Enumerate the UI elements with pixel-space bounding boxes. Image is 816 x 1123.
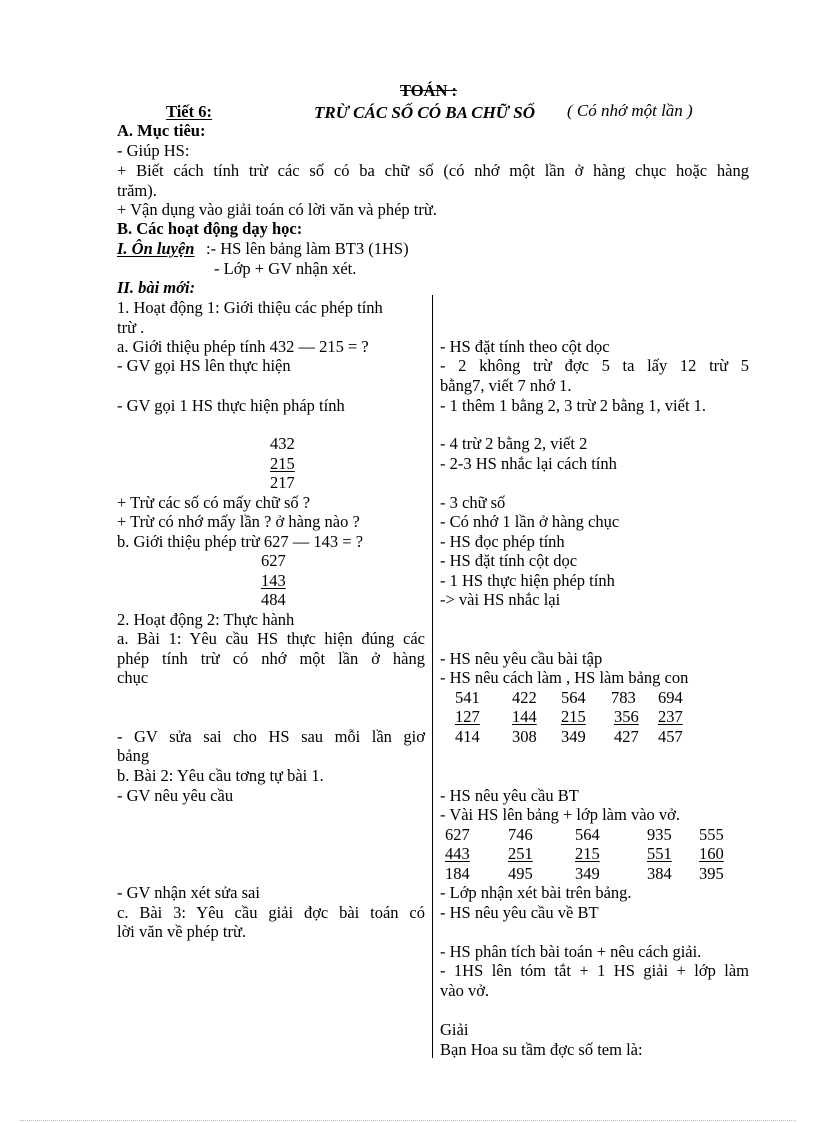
objective-line: trăm). bbox=[117, 181, 157, 200]
teacher-step: 1. Hoạt động 1: Giới thiệu các phép tính bbox=[117, 298, 383, 317]
lesson-number: Tiết 6: bbox=[166, 102, 212, 121]
teacher-step: - GV gọi 1 HS thực hiện pháp tính bbox=[117, 396, 345, 415]
bai1-calc-1-minuend: 541 bbox=[455, 688, 480, 707]
bai2-calc-4-result: 384 bbox=[647, 864, 672, 883]
teacher-step: trừ . bbox=[117, 318, 145, 337]
student-step: - 4 trừ 2 bằng 2, viết 2 bbox=[440, 434, 588, 453]
teacher-step: bảng bbox=[117, 746, 150, 765]
bai1-calc-4-minuend: 783 bbox=[611, 688, 636, 707]
student-step: - HS phân tích bài toán + nêu cách giải. bbox=[440, 942, 702, 961]
teacher-step: + Trừ có nhớ mấy lần ? ở hàng nào ? bbox=[117, 512, 360, 531]
bai1-calc-1-subtrahend: 127 bbox=[455, 707, 480, 726]
student-step: - HS đặt tính theo cột dọc bbox=[440, 337, 610, 356]
bai1-calc-3-minuend: 564 bbox=[561, 688, 586, 707]
bai2-calc-1-result: 184 bbox=[445, 864, 470, 883]
student-step: - Vài HS lên bảng + lớp làm vào vở. bbox=[440, 805, 680, 824]
bai2-calc-1-subtrahend: 443 bbox=[445, 844, 470, 863]
bai2-calc-3-minuend: 564 bbox=[575, 825, 600, 844]
calc2-minuend: 627 bbox=[261, 551, 286, 570]
teacher-step: - GV nêu yêu cầu bbox=[117, 786, 234, 805]
student-step: - HS đặt tính cột dọc bbox=[440, 551, 578, 570]
student-step: - 3 chữ số bbox=[440, 493, 506, 512]
solution-heading: Giải bbox=[440, 1020, 469, 1039]
lesson-title: TRỪ CÁC SỐ CÓ BA CHỮ SỐ bbox=[314, 103, 535, 122]
student-step: - Có nhớ 1 lần ở hàng chục bbox=[440, 512, 620, 531]
section-b-heading: B. Các hoạt động dạy học: bbox=[117, 219, 303, 238]
bai1-calc-3-subtrahend: 215 bbox=[561, 707, 586, 726]
teacher-step: b. Giới thiệu phép trừ 627 — 143 = ? bbox=[117, 532, 364, 551]
page-bottom-rule bbox=[20, 1120, 796, 1121]
teacher-step: - GV nhận xét sửa sai bbox=[117, 883, 260, 902]
review-label: I. Ôn luyện bbox=[117, 239, 195, 258]
column-divider bbox=[432, 295, 433, 1058]
bai1-calc-4-subtrahend: 356 bbox=[614, 707, 639, 726]
bai2-calc-3-result: 349 bbox=[575, 864, 600, 883]
bai1-calc-5-minuend: 694 bbox=[658, 688, 683, 707]
bai1-calc-1-result: 414 bbox=[455, 727, 480, 746]
calc1-result: 217 bbox=[270, 473, 295, 492]
bai2-calc-1-minuend: 627 bbox=[445, 825, 470, 844]
teacher-step: phép tính trừ có nhớ một lần ở hàng bbox=[117, 649, 425, 668]
lesson-title-note: ( Có nhớ một lần ) bbox=[567, 101, 693, 120]
student-step: - 1HS lên tóm tắt + 1 HS giải + lớp làm bbox=[440, 961, 749, 980]
bai2-calc-2-result: 495 bbox=[508, 864, 533, 883]
teacher-step: lời văn về phép trừ. bbox=[117, 922, 247, 941]
subject-heading: TOÁN : bbox=[400, 81, 457, 100]
student-step: - HS đọc phép tính bbox=[440, 532, 565, 551]
student-step: - HS nêu yêu cầu về BT bbox=[440, 903, 599, 922]
bai2-calc-3-subtrahend: 215 bbox=[575, 844, 600, 863]
student-step: - 2 không trừ đợc 5 ta lấy 12 trừ 5 bbox=[440, 356, 749, 375]
student-step: - HS nêu yêu cầu BT bbox=[440, 786, 579, 805]
student-step: vào vở. bbox=[440, 981, 490, 1000]
bai1-calc-2-minuend: 422 bbox=[512, 688, 537, 707]
review-text: - Lớp + GV nhận xét. bbox=[214, 259, 357, 278]
bai1-calc-5-subtrahend: 237 bbox=[658, 707, 683, 726]
review-text: :- HS lên bảng làm BT3 (1HS) bbox=[206, 239, 409, 258]
teacher-step: chục bbox=[117, 668, 149, 687]
student-step: - 2-3 HS nhắc lại cách tính bbox=[440, 454, 617, 473]
bai2-calc-5-minuend: 555 bbox=[699, 825, 724, 844]
section-a-heading: A. Mục tiêu: bbox=[117, 121, 206, 140]
bai2-calc-5-subtrahend: 160 bbox=[699, 844, 724, 863]
teacher-step: + Trừ các số có mấy chữ số ? bbox=[117, 493, 311, 512]
bai1-calc-4-result: 427 bbox=[614, 727, 639, 746]
bai2-calc-2-minuend: 746 bbox=[508, 825, 533, 844]
student-step: - HS nêu cách làm , HS làm bảng con bbox=[440, 668, 689, 687]
bai2-calc-5-result: 395 bbox=[699, 864, 724, 883]
student-step: - 1 HS thực hiện phép tính bbox=[440, 571, 615, 590]
calc2-result: 484 bbox=[261, 590, 286, 609]
student-step: bằng7, viết 7 nhớ 1. bbox=[440, 376, 572, 395]
bai1-calc-2-subtrahend: 144 bbox=[512, 707, 537, 726]
objective-line: + Biết cách tính trừ các số có ba chữ số (có nhớ một lần ở hàng chục hoặc hàng bbox=[117, 161, 749, 180]
teacher-step: - GV sửa sai cho HS sau mỗi lần giơ bbox=[117, 727, 425, 746]
bai2-calc-2-subtrahend: 251 bbox=[508, 844, 533, 863]
bai1-calc-2-result: 308 bbox=[512, 727, 537, 746]
calc1-subtrahend: 215 bbox=[270, 454, 295, 473]
teacher-step: - GV gọi HS lên thực hiện bbox=[117, 356, 291, 375]
teacher-step: a. Giới thiệu phép tính 432 — 215 = ? bbox=[117, 337, 369, 356]
bai1-calc-5-result: 457 bbox=[658, 727, 683, 746]
bai2-calc-4-subtrahend: 551 bbox=[647, 844, 672, 863]
teacher-step: c. Bài 3: Yêu cầu giải đợc bài toán có bbox=[117, 903, 425, 922]
calc2-subtrahend: 143 bbox=[261, 571, 286, 590]
teacher-step: a. Bài 1: Yêu cầu HS thực hiện đúng các bbox=[117, 629, 425, 648]
objective-line: - Giúp HS: bbox=[117, 141, 190, 160]
teacher-step: b. Bài 2: Yêu cầu tơng tự bài 1. bbox=[117, 766, 324, 785]
student-step: - HS nêu yêu cầu bài tập bbox=[440, 649, 603, 668]
calc1-minuend: 432 bbox=[270, 434, 295, 453]
bai1-calc-3-result: 349 bbox=[561, 727, 586, 746]
bai2-calc-4-minuend: 935 bbox=[647, 825, 672, 844]
student-step: - 1 thêm 1 bằng 2, 3 trừ 2 bằng 1, viết 1. bbox=[440, 396, 707, 415]
objective-line: + Vận dụng vào giải toán có lời văn và phép trừ. bbox=[117, 200, 437, 219]
student-step: -> vài HS nhắc lại bbox=[440, 590, 561, 609]
solution-line: Bạn Hoa su tầm đợc số tem là: bbox=[440, 1040, 643, 1059]
new-lesson-heading: II. bài mới: bbox=[117, 278, 196, 297]
student-step: - Lớp nhận xét bài trên bảng. bbox=[440, 883, 632, 902]
teacher-step: 2. Hoạt động 2: Thực hành bbox=[117, 610, 295, 629]
